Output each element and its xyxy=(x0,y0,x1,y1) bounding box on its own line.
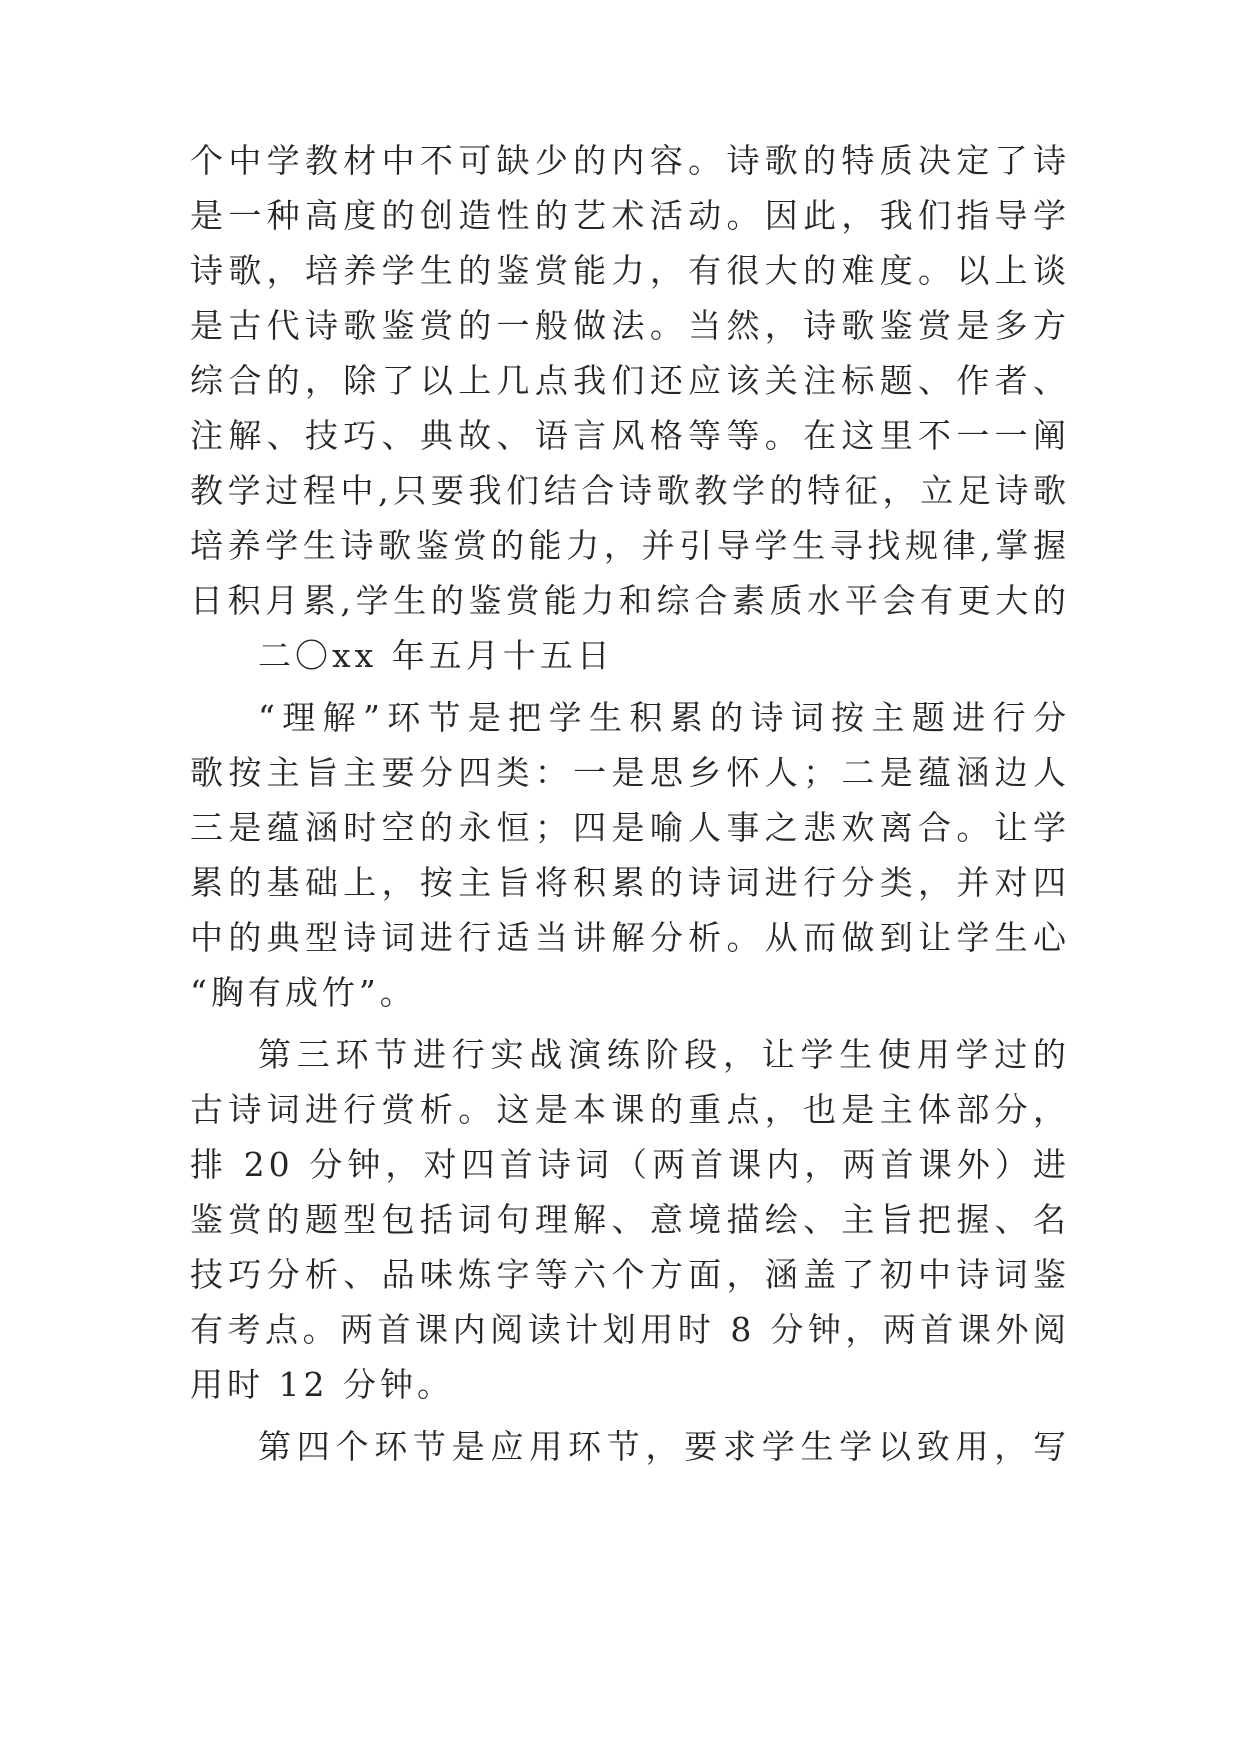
document-body xyxy=(190,133,1070,1474)
text-line: 古诗词进行赏析。这是本课的重点，也是主体部分， xyxy=(190,1090,1070,1129)
text-line: 歌按主旨主要分四类：一是思乡怀人；二是蕴涵边人 xyxy=(190,753,1070,792)
text-line: 用时 12 分钟。 xyxy=(190,1365,454,1404)
text-line: 第四个环节是应用环节，要求学生学以致用，写 xyxy=(258,1427,1070,1466)
text-line: 技巧分析、品味炼字等六个方面，涵盖了初中诗词鉴 xyxy=(190,1255,1070,1294)
text-line: “胸有成竹”。 xyxy=(190,973,417,1012)
text-line: 注解、技巧、典故、语言风格等等。在这里不一一阐 xyxy=(190,416,1070,455)
text-line: 中的典型诗词进行适当讲解分析。从而做到让学生心 xyxy=(190,918,1070,957)
text-line: 三是蕴涵时空的永恒；四是喻人事之悲欢离合。让学 xyxy=(190,808,1070,847)
text-line: 培养学生诗歌鉴赏的能力，并引导学生寻找规律,掌握 xyxy=(190,526,1070,565)
text-line: 排 20 分钟，对四首诗词（两首课内，两首课外）进 xyxy=(190,1145,1070,1184)
text-line: 累的基础上，按主旨将积累的诗词进行分类，并对四 xyxy=(190,863,1070,902)
text-line: 是古代诗歌鉴赏的一般做法。当然，诗歌鉴赏是多方 xyxy=(190,306,1070,345)
text-line: 综合的，除了以上几点我们还应该关注标题、作者、 xyxy=(190,361,1070,400)
text-line: 有考点。两首课内阅读计划用时 8 分钟，两首课外阅 xyxy=(190,1310,1070,1349)
date-line: 二〇xx 年五月十五日 xyxy=(258,636,614,675)
text-line: 教学过程中,只要我们结合诗歌教学的特征，立足诗歌 xyxy=(190,471,1070,510)
text-line: 个中学教材中不可缺少的内容。诗歌的特质决定了诗 xyxy=(190,141,1070,180)
text-line: 日积月累,学生的鉴赏能力和综合素质水平会有更大的 xyxy=(190,581,1070,620)
text-line: 第三环节进行实战演练阶段，让学生使用学过的 xyxy=(258,1035,1070,1074)
text-line: 鉴赏的题型包括词句理解、意境描绘、主旨把握、名 xyxy=(190,1200,1070,1239)
text-line: “理解”环节是把学生积累的诗词按主题进行分 xyxy=(258,698,1070,737)
text-line: 是一种高度的创造性的艺术活动。因此，我们指导学 xyxy=(190,196,1070,235)
text-line: 诗歌，培养学生的鉴赏能力，有很大的难度。以上谈 xyxy=(190,251,1070,290)
